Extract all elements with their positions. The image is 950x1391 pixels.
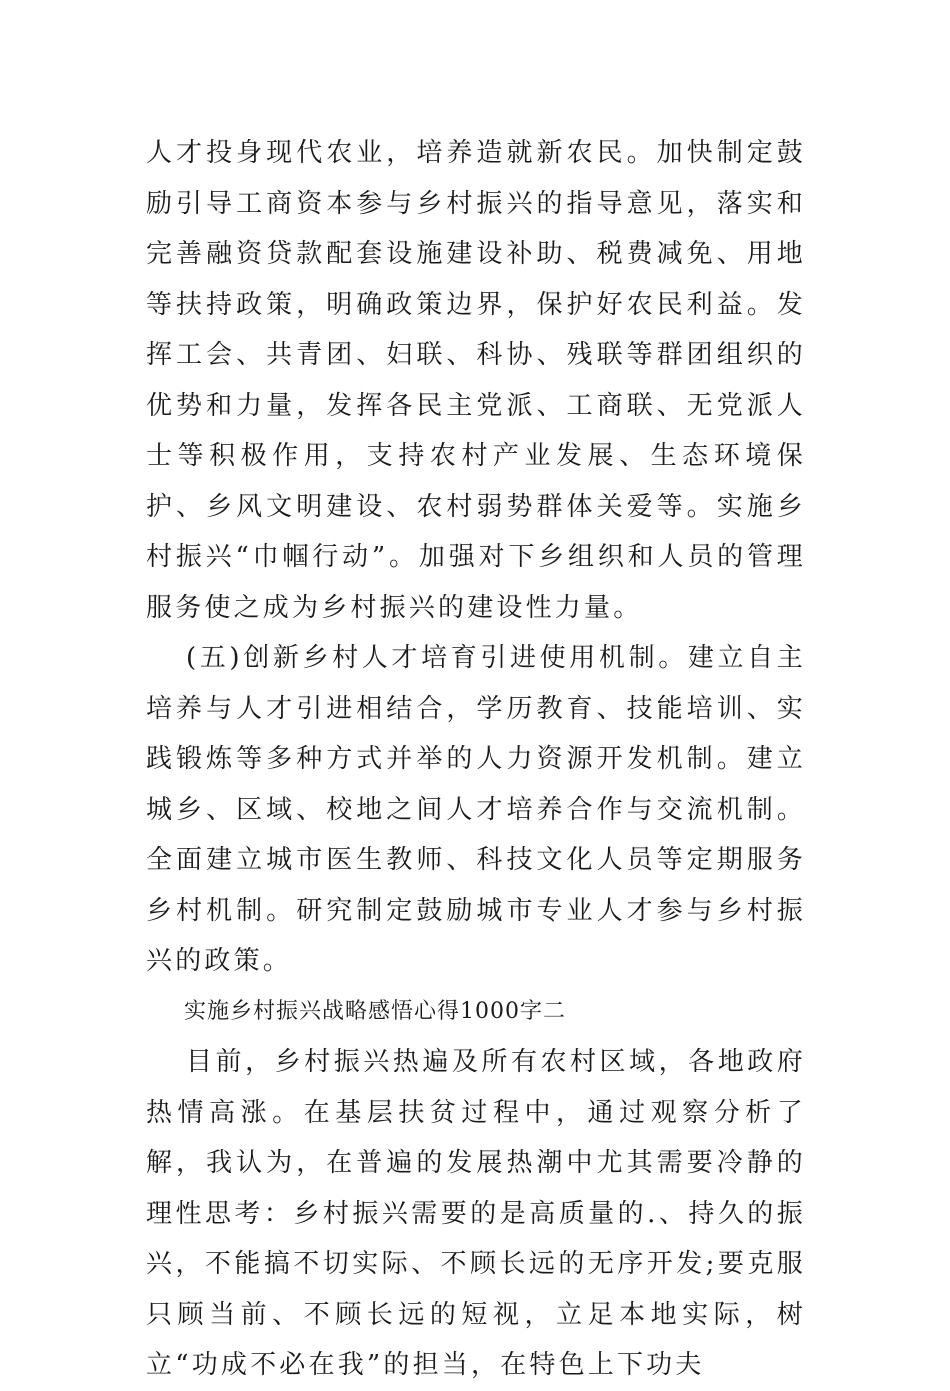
body-paragraph-1: 人才投身现代农业，培养造就新农民。加快制定鼓励引导工商资本参与乡村振兴的指导意见，落实和完善融资贷款配套设施建设补助、税费减免、用地等扶持政策，明确政策边界，保护好农民利益。发挥工会、共青团、妇联、科协、残联等群团组织的优势和力量，发挥各民主党派、工商联、无党派人士等积极作用，支持农村产业发展、生态环境保护、乡风文明建设、农村弱势群体关爱等。实施乡村振兴“巾帼行动”。加强对下乡组织和人员的管理服务使之成为乡村振兴的建设性力量。: [146, 138, 806, 623]
body-paragraph-2: (五)创新乡村人才培育引进使用机制。建立自主培养与人才引进相结合，学历教育、技能培训、实践锻炼等多种方式并举的人力资源开发机制。建立城乡、区域、校地之间人才培养合作与交流机制。全面建立城市医生教师、科技文化人员等定期服务乡村机制。研究制定鼓励城市专业人才参与乡村振兴的政策。: [146, 643, 806, 976]
section-heading: 实施乡村振兴战略感悟心得1000字二: [184, 998, 566, 1024]
body-paragraph-3: 目前，乡村振兴热遍及所有农村区域，各地政府热情高涨。在基层扶贫过程中，通过观察分析了解，我认为，在普遍的发展热潮中尤其需要冷静的理性思考：乡村振兴需要的是高质量的.、持久的振兴，不能搞不切实际、不顾长远的无序开发;要克服只顾当前、不顾长远的短视，立足本地实际，树立“功成不必在我”的担当，在特色上下功夫: [146, 1047, 806, 1380]
document-page: [146, 128, 806, 1391]
